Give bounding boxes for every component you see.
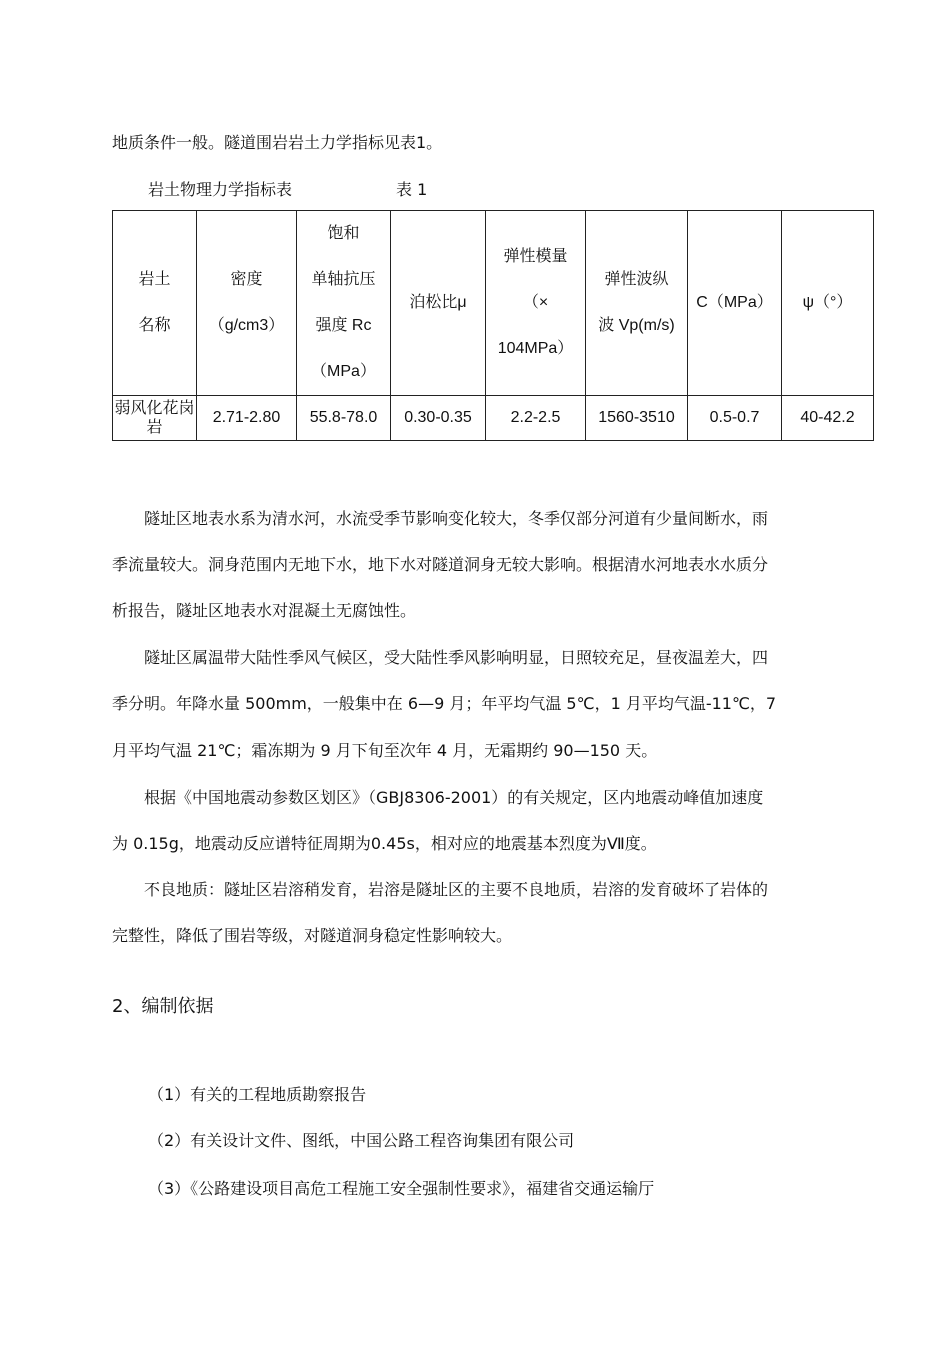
header-cell: 密度 （g/cm3） — [197, 211, 297, 396]
table-number: 表 1 — [396, 180, 428, 199]
list-item: （1）有关的工程地质勘察报告 — [148, 1085, 367, 1104]
paragraph-line: 隧址区地表水系为清水河，水流受季节影响变化较大，冬季仅部分河道有少量间断水，雨 — [112, 509, 769, 528]
paragraph-line: 月平均气温 21℃；霜冻期为 9 月下旬至次年 4 月，无霜期约 90—150 天。 — [112, 741, 658, 760]
header-cell: 弹性波纵 波 Vp(m/s) — [586, 211, 688, 396]
table-cell: 弱风化花岗岩 — [113, 396, 197, 441]
intro-line: 地质条件一般。隧道围岩岩土力学指标见表1。 — [112, 133, 443, 152]
header-cell: 泊松比μ — [391, 211, 486, 396]
paragraph-line: 完整性，降低了围岩等级，对隧道洞身稳定性影响较大。 — [112, 926, 513, 945]
list-item: （3）《公路建设项目高危工程施工安全强制性要求》，福建省交通运输厅 — [148, 1179, 655, 1198]
table-cell: 0.5-0.7 — [688, 396, 782, 441]
paragraph-line: 季流量较大。洞身范围内无地下水，地下水对隧道洞身无较大影响。根据清水河地表水水质分 — [112, 555, 769, 574]
table-caption: 岩土物理力学指标表 — [148, 180, 293, 199]
table-cell: 55.8-78.0 — [297, 396, 391, 441]
header-cell: 岩土 名称 — [113, 211, 197, 396]
rock-properties-table — [112, 210, 874, 441]
paragraph-line: 隧址区属温带大陆性季风气候区，受大陆性季风影响明显，日照较充足，昼夜温差大，四 — [112, 648, 769, 667]
paragraph-line: 析报告，隧址区地表水对混凝土无腐蚀性。 — [112, 601, 417, 620]
table-row — [113, 396, 874, 441]
paragraph-line: 根据《中国地震动参数区划区》（GBJ8306-2001）的有关规定，区内地震动峰值加速度 — [112, 788, 764, 807]
table-header-row — [113, 211, 874, 396]
paragraph-line: 不良地质：隧址区岩溶稍发育，岩溶是隧址区的主要不良地质，岩溶的发育破坏了岩体的 — [112, 880, 769, 899]
header-cell: ψ（°） — [782, 211, 874, 396]
list-item: （2）有关设计文件、图纸，中国公路工程咨询集团有限公司 — [148, 1131, 575, 1150]
header-cell: 弹性模量 （× 104MPa） — [486, 211, 586, 396]
header-cell: 饱和 单轴抗压 强度 Rc （MPa） — [297, 211, 391, 396]
table-cell: 2.71-2.80 — [197, 396, 297, 441]
paragraph-line: 为 0.15g，地震动反应谱特征周期为0.45s，相对应的地震基本烈度为Ⅶ度。 — [112, 834, 657, 853]
header-cell: C（MPa） — [688, 211, 782, 396]
table-cell: 0.30-0.35 — [391, 396, 486, 441]
section-heading: 2、编制依据 — [112, 996, 214, 1017]
table-cell: 40-42.2 — [782, 396, 874, 441]
paragraph-line: 季分明。年降水量 500mm，一般集中在 6—9 月；年平均气温 5℃，1 月平均气温-11℃，7 — [112, 694, 777, 713]
table-cell: 1560-3510 — [586, 396, 688, 441]
table-cell: 2.2-2.5 — [486, 396, 586, 441]
